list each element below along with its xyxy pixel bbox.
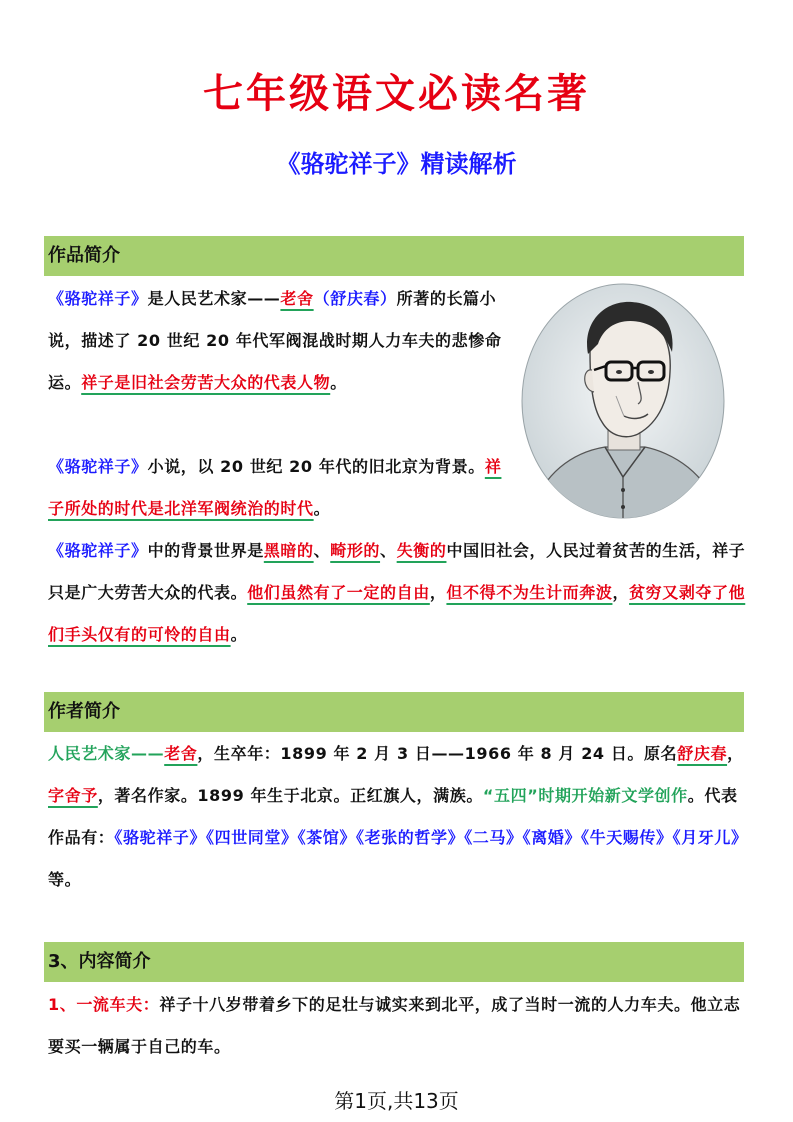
- content-paragraph: 1、一流车夫：祥子十八岁带着乡下的足壮与诚实来到北平，成了当时一流的人力车夫。他立志要买一辆属于自己的车。: [48, 995, 741, 1056]
- book-title: 《骆驼祥子》: [48, 541, 148, 560]
- page-title: 七年级语文必读名著: [203, 70, 590, 117]
- section-heading-author: 作者简介: [44, 692, 744, 732]
- author-portrait-image: [520, 282, 726, 520]
- highlight-text: 但不得不为生计而奔波: [446, 583, 613, 602]
- author-style-name: 字舍予: [48, 786, 98, 805]
- book-title: 《骆驼祥子》: [48, 289, 148, 308]
- author-name: 老舍: [164, 744, 198, 763]
- highlight-text: 他们虽然有了一定的自由: [247, 583, 430, 602]
- works-paragraph-3: 《骆驼祥子》中的背景世界是黑暗的、畸形的、失衡的中国旧社会，人民过着贫苦的生活，祥子只是广大劳苦大众的代表。他们虽然有了一定的自由，但不得不为生计而奔波，贫穷又剥夺了他们手头仅有的可怜的自由。: [48, 541, 746, 644]
- highlight-text: 祥子是旧社会劳苦大众的代表人物: [81, 373, 331, 392]
- section-heading-content: 3、内容简介: [44, 942, 744, 982]
- highlight-text: 贫穷又剥夺了他们手头仅有的可怜的自由: [48, 583, 746, 644]
- author-realname: 舒庆春: [677, 744, 728, 763]
- section-heading-works: 作品简介: [44, 236, 744, 276]
- author-realname: 舒庆春: [330, 289, 381, 308]
- page-subtitle: 《骆驼祥子》精读解析: [276, 150, 517, 178]
- author-name: 老舍: [280, 289, 314, 308]
- works-paragraph-2: 《骆驼祥子》小说，以 20 世纪 20 年代的旧北京为背景。祥子所处的时代是北洋军阀统治的时代。: [48, 457, 502, 518]
- movement-text: “五四”时期开始新文学创作: [482, 786, 688, 805]
- page-number: 第1页,共13页: [334, 1089, 459, 1113]
- book-title: 《骆驼祥子》: [48, 457, 148, 476]
- highlight-text: 祥子所处的时代是北洋军阀统治的时代: [48, 457, 502, 518]
- works-paragraph-1: 《骆驼祥子》是人民艺术家——老舍（舒庆春）所著的长篇小说，描述了 20 世纪 20 年代军阀混战时期人力车夫的悲惨命运。祥子是旧社会劳苦大众的代表人物。: [48, 289, 502, 392]
- works-list: 《骆驼祥子》《四世同堂》《茶馆》《老张的哲学》《二马》《离婚》《牛天赐传》《月牙儿》: [114, 828, 748, 847]
- author-paragraph: 人民艺术家——老舍，生卒年：1899 年 2 月 3 日——1966 年 8 月 24 日。原名舒庆春，字舍予，著名作家。1899 年生于北京。正红旗人，满族。“五四”时期开始新文学创作。代表作品有：《骆驼祥子》《四世同堂》《茶馆》《老张的哲学》《二马》《离婚》《牛天赐传》《月牙儿》等。: [48, 744, 748, 889]
- content-item-label: 1、一流车夫：: [48, 995, 160, 1014]
